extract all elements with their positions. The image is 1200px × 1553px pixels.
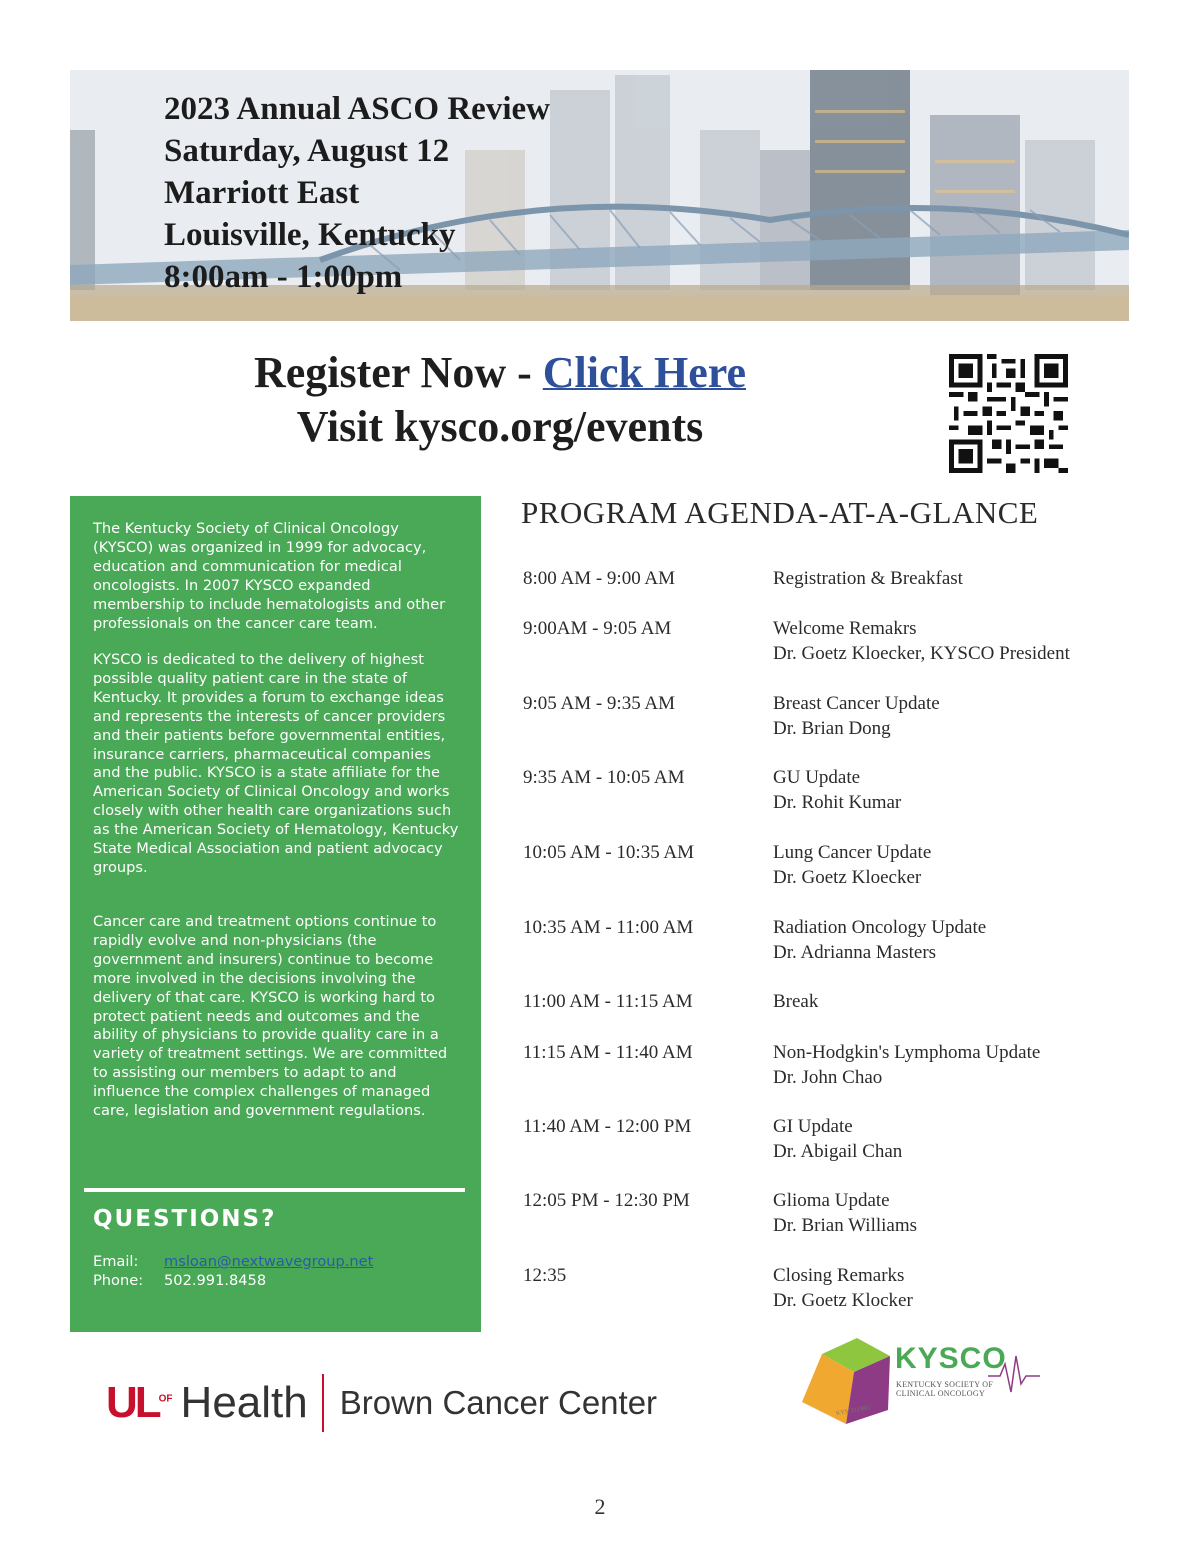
agenda-speaker: Dr. John Chao: [773, 1067, 883, 1088]
agenda-session: Registration & Breakfast: [773, 568, 963, 589]
event-time: 8:00am - 1:00pm: [164, 259, 403, 295]
phone-label: Phone:: [93, 1272, 144, 1289]
phone-number: 502.991.8458: [164, 1272, 267, 1289]
agenda-session: GU Update: [773, 767, 861, 788]
agenda-session: Non-Hodgkin's Lymphoma Update: [773, 1042, 1041, 1063]
agenda-session: Break: [773, 991, 819, 1012]
brown-cancer-center-text: Brown Cancer Center: [339, 1384, 658, 1421]
agenda-time: 10:35 AM - 11:00 AM: [523, 917, 694, 938]
agenda-speaker: Dr. Goetz Kloecker, KYSCO President: [773, 643, 1070, 664]
visit-url-text: Visit kysco.org/events: [296, 402, 704, 451]
header-banner: [70, 70, 1129, 321]
about-kysco-panel: [70, 496, 481, 1332]
agenda-speaker: Dr. Brian Williams: [773, 1215, 918, 1236]
kysco-subtitle: KENTUCKY SOCIETY OF CLINICAL ONCOLOGY: [896, 1380, 994, 1398]
agenda-session: Lung Cancer Update: [773, 842, 932, 863]
page-number: 2: [594, 1494, 606, 1519]
event-city: Louisville, Kentucky: [164, 217, 456, 253]
uofl-health-logo: [106, 1374, 657, 1438]
agenda-time: 12:05 PM - 12:30 PM: [523, 1190, 690, 1211]
event-details: [164, 88, 550, 298]
agenda-time: 8:00 AM - 9:00 AM: [523, 568, 676, 589]
agenda-speaker: Dr. Abigail Chan: [773, 1141, 903, 1162]
agenda-title: PROGRAM AGENDA-AT-A-GLANCE: [521, 495, 1039, 530]
agenda-time: 9:00AM - 9:05 AM: [523, 618, 672, 639]
kysco-logo: [802, 1336, 1042, 1436]
logo-separator: [322, 1374, 324, 1432]
agenda-time: 11:40 AM - 12:00 PM: [523, 1116, 692, 1137]
email-label: Email:: [93, 1253, 139, 1270]
agenda-session: Glioma Update: [773, 1190, 890, 1211]
panel-divider: [84, 1188, 465, 1192]
register-block: [180, 346, 820, 454]
agenda-speaker: Dr. Goetz Kloecker: [773, 867, 922, 888]
register-link[interactable]: Click Here: [542, 348, 747, 397]
about-paragraph-2: KYSCO is dedicated to the delivery of highest possible quality patient care in the state of Kentucky. It provides a forum to exchange ideas and represents the interests of cancer providers and their patients before governmental entities, insurance carriers, pharmaceutical companies and the public. KYSCO is a state affiliate for the American Society of Clinical Oncology and works closely with other health care organizations such as the American Society of Hematology, Kentucky State Medical Association and patient advocacy groups.: [93, 651, 459, 876]
agenda-time: 12:35: [523, 1265, 567, 1286]
event-date: Saturday, August 12: [164, 133, 450, 169]
agenda-session: Radiation Oncology Update: [773, 917, 987, 938]
agenda-session: Welcome Remakrs: [773, 618, 917, 639]
agenda-time: 11:15 AM - 11:40 AM: [523, 1042, 693, 1063]
agenda-session: Closing Remarks: [773, 1265, 905, 1286]
agenda-time: 9:05 AM - 9:35 AM: [523, 693, 676, 714]
agenda-speaker: Dr. Adrianna Masters: [773, 942, 937, 963]
agenda-speaker: Dr. Brian Dong: [773, 718, 891, 739]
uofl-mark: $UL^{OF}$: [106, 1378, 173, 1427]
qr-code-icon[interactable]: [949, 354, 1068, 473]
about-paragraph-1: The Kentucky Society of Clinical Oncology (KYSCO) was organized in 1999 for advocacy, education and communication for medical oncologists. In 2007 KYSCO expanded membership to include hematologists and other professionals on the cancer care team.: [93, 520, 446, 632]
agenda-session: GI Update: [773, 1116, 853, 1137]
agenda-session: Breast Cancer Update: [773, 693, 940, 714]
register-prefix: Register Now -: [253, 348, 543, 397]
agenda-speaker: Dr. Rohit Kumar: [773, 792, 902, 813]
email-link[interactable]: msloan@nextwavegroup.net: [164, 1253, 374, 1270]
agenda-time: 9:35 AM - 10:05 AM: [523, 767, 685, 788]
uofl-health-text: Health: [180, 1378, 308, 1427]
agenda-time: 10:05 AM - 10:35 AM: [523, 842, 695, 863]
event-title: 2023 Annual ASCO Review: [164, 91, 550, 127]
phone-row: [93, 1271, 266, 1290]
agenda-time: 11:00 AM - 11:15 AM: [523, 991, 693, 1012]
kysco-wordmark: KYSCO: [895, 1342, 1007, 1375]
agenda-speaker: Dr. Goetz Klocker: [773, 1290, 913, 1311]
about-paragraph-3: Cancer care and treatment options continue to rapidly evolve and non-physicians (the government and insurers) continue to become more involved in the decisions involving the delivery of that care. KYSCO is working hard to protect patient needs and outcomes and the ability of physicians to provide quality care in a variety of treatment settings. We are committed to assisting our members to adapt to and influence the complex challenges of managed care, legislation and government regulations.: [93, 913, 448, 1120]
kysco-url: KYSCO.ORG: [835, 1405, 871, 1417]
questions-heading: QUESTIONS?: [93, 1206, 277, 1232]
email-row: [93, 1252, 373, 1271]
event-venue: Marriott East: [164, 175, 360, 211]
